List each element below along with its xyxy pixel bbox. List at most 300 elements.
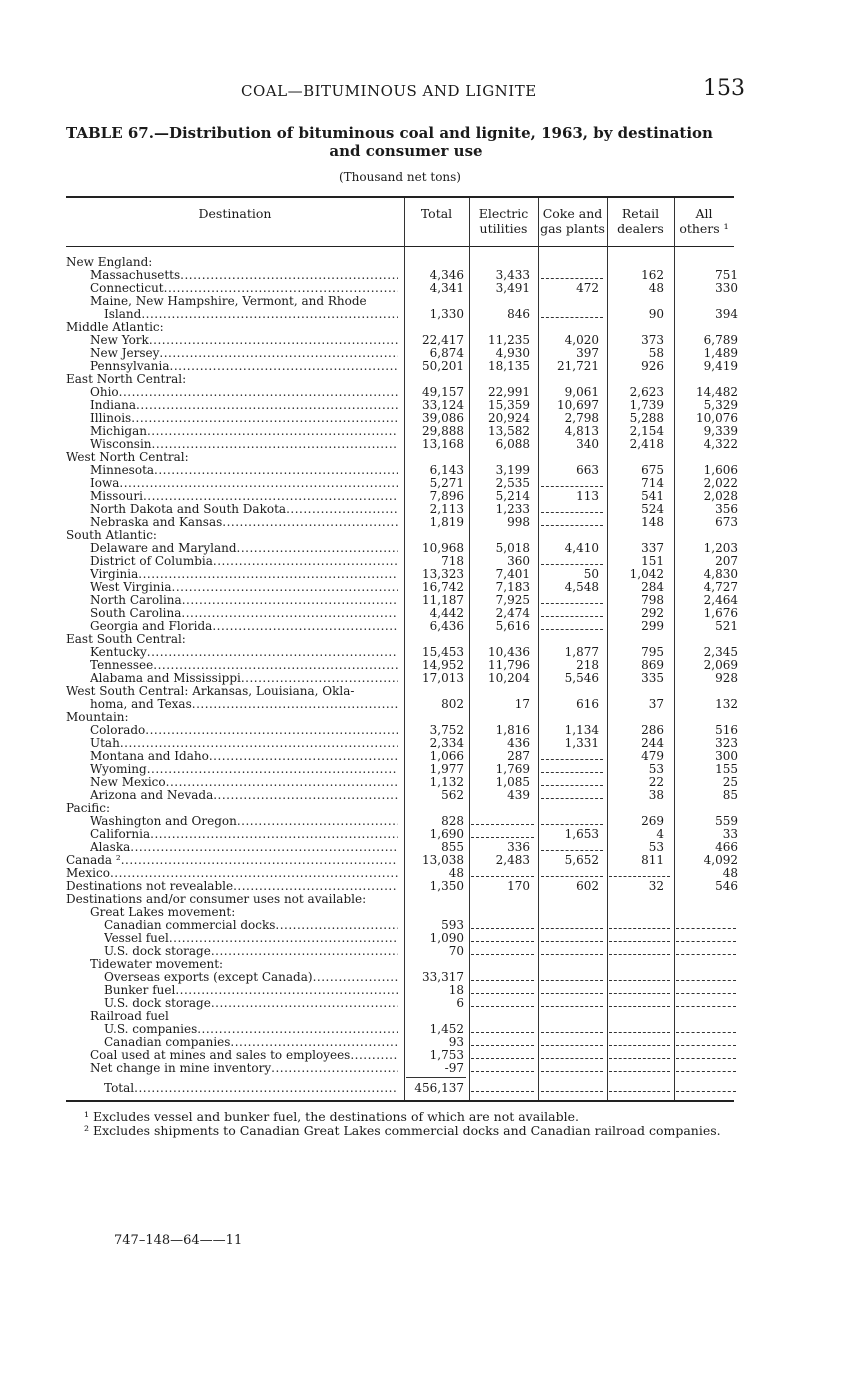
empty-cell-all xyxy=(676,1071,736,1072)
cell-coke: 4,410 xyxy=(564,541,599,555)
row-label-text: North Carolina ..... xyxy=(90,594,398,607)
table-row xyxy=(0,815,848,828)
cell-all: 928 xyxy=(715,671,738,685)
cell-all: 207 xyxy=(715,554,738,568)
row-label xyxy=(90,503,398,516)
cell-coke: 1,134 xyxy=(564,723,599,737)
row-label xyxy=(90,464,398,477)
cell-total: 33,124 xyxy=(422,398,464,412)
row-label xyxy=(66,867,398,880)
cell-retail: 2,154 xyxy=(629,424,664,438)
cell-total: 50,201 xyxy=(422,359,464,373)
cell-retail: 244 xyxy=(641,736,664,750)
cell-all: 6,789 xyxy=(703,333,738,347)
cell-electric: 2,535 xyxy=(495,476,530,490)
cell-total: 6,143 xyxy=(429,463,464,477)
cell-total: 15,453 xyxy=(422,645,464,659)
cell-electric: 10,204 xyxy=(488,671,530,685)
row-label-text: U.S. companies ..... xyxy=(104,1023,398,1036)
cell-all: 1,676 xyxy=(703,606,738,620)
cell-electric: 10,436 xyxy=(488,645,530,659)
cell-total: 1,350 xyxy=(429,879,464,893)
cell-retail: 5,288 xyxy=(629,411,664,425)
cell-total: 16,742 xyxy=(422,580,464,594)
cell-all: 751 xyxy=(715,268,738,282)
row-label xyxy=(66,451,189,464)
row-label xyxy=(90,646,398,659)
cell-coke: 472 xyxy=(576,281,599,295)
cell-electric: 7,925 xyxy=(495,593,530,607)
print-code: 747–148—64——11 xyxy=(114,1233,243,1248)
cell-all: 323 xyxy=(715,736,738,750)
cell-electric: 7,401 xyxy=(495,567,530,581)
empty-cell-retail xyxy=(609,1032,670,1033)
cell-electric: 998 xyxy=(507,515,530,529)
row-label-text: Georgia and Florida ..... xyxy=(90,620,398,633)
table-row xyxy=(0,919,848,932)
row-label-text: Connecticut ..... xyxy=(90,282,398,295)
empty-cell-retail xyxy=(609,941,670,942)
cell-total: 4,442 xyxy=(429,606,464,620)
table-row xyxy=(0,776,848,789)
row-label xyxy=(90,841,398,854)
empty-cell-retail xyxy=(609,954,670,955)
empty-cell-electric xyxy=(471,876,534,877)
row-label-text: Minnesota ..... xyxy=(90,464,398,477)
cell-total: 1,090 xyxy=(429,931,464,945)
row-label-text: Virginia ..... xyxy=(90,568,398,581)
cell-retail: 53 xyxy=(648,840,664,854)
table-row xyxy=(0,906,848,919)
cell-retail: 48 xyxy=(648,281,664,295)
column-header-total: Total xyxy=(420,206,453,221)
cell-total: 456,137 xyxy=(414,1081,464,1095)
row-label-text: Ohio ..... xyxy=(90,386,398,399)
empty-cell-coke xyxy=(541,980,603,981)
row-label xyxy=(90,542,398,555)
row-label-text: homa, and Texas ..... xyxy=(90,698,398,711)
row-label-text: East North Central: xyxy=(66,372,187,386)
cell-total: 13,168 xyxy=(422,437,464,451)
empty-cell-coke xyxy=(541,1091,603,1092)
cell-all: 356 xyxy=(715,502,738,516)
cell-retail: 373 xyxy=(641,333,664,347)
cell-total: 4,341 xyxy=(429,281,464,295)
cell-all: 673 xyxy=(715,515,738,529)
row-label xyxy=(66,802,110,815)
row-label xyxy=(90,737,398,750)
row-label-text: New York ..... xyxy=(90,334,398,347)
cell-all: 559 xyxy=(715,814,738,828)
cell-total: 14,952 xyxy=(422,658,464,672)
empty-cell-coke xyxy=(541,798,603,799)
row-label-text: Great Lakes movement: xyxy=(90,905,236,919)
cell-electric: 15,359 xyxy=(488,398,530,412)
table-row xyxy=(0,971,848,984)
table-title-line1: TABLE 67.—Distribution of bituminous coal and lignite, 1963, by destination xyxy=(66,124,713,142)
cell-retail: 4 xyxy=(656,827,664,841)
cell-electric: 5,616 xyxy=(495,619,530,633)
row-label xyxy=(90,477,398,490)
cell-coke: 5,546 xyxy=(564,671,599,685)
cell-electric: 436 xyxy=(507,736,530,750)
row-label xyxy=(90,1010,169,1023)
row-label-text: West South Central: Arkansas, Louisiana, Okla- xyxy=(66,684,355,698)
cell-total: 802 xyxy=(441,697,464,711)
empty-cell-electric xyxy=(471,954,534,955)
cell-electric: 5,214 xyxy=(495,489,530,503)
cell-total: 1,132 xyxy=(429,775,464,789)
cell-total: 1,977 xyxy=(429,762,464,776)
cell-all: 300 xyxy=(715,749,738,763)
row-label xyxy=(66,373,186,386)
row-label-text: Middle Atlantic: xyxy=(66,320,164,334)
column-header-destination: Destination xyxy=(198,206,272,221)
cell-electric: 439 xyxy=(507,788,530,802)
row-label-text: California ..... xyxy=(90,828,398,841)
row-label xyxy=(66,256,152,269)
row-label-text: New England: xyxy=(66,255,153,269)
cell-all: 4,830 xyxy=(703,567,738,581)
empty-cell-electric xyxy=(471,1032,534,1033)
cell-electric: 2,483 xyxy=(495,853,530,867)
cell-total: 5,271 xyxy=(429,476,464,490)
footnote-2: ² Excludes shipments to Canadian Great Lakes commercial docks and Canadian railroad companies. xyxy=(84,1123,721,1138)
cell-retail: 269 xyxy=(641,814,664,828)
cell-total: 29,888 xyxy=(422,424,464,438)
row-label xyxy=(90,334,398,347)
empty-cell-coke xyxy=(541,616,603,617)
cell-coke: 1,653 xyxy=(564,827,599,841)
table-row xyxy=(0,1023,848,1036)
cell-coke: 4,548 xyxy=(564,580,599,594)
row-label xyxy=(90,425,398,438)
cell-electric: 17 xyxy=(514,697,530,711)
cell-coke: 602 xyxy=(576,879,599,893)
row-label xyxy=(66,685,354,698)
cell-all: 1,203 xyxy=(703,541,738,555)
cell-total: 855 xyxy=(441,840,464,854)
row-label-text: Destinations and/or consumer uses not available: xyxy=(66,892,367,906)
empty-cell-coke xyxy=(541,564,603,565)
table-title-line2: and consumer use xyxy=(329,142,483,160)
row-label xyxy=(90,724,398,737)
row-label xyxy=(90,958,223,971)
row-label-text: West Virginia ..... xyxy=(90,581,398,594)
empty-cell-electric xyxy=(471,1045,534,1046)
table-row xyxy=(0,932,848,945)
cell-all: 10,076 xyxy=(696,411,738,425)
cell-all: 48 xyxy=(722,866,738,880)
table-row xyxy=(0,1062,848,1075)
cell-total: 1,066 xyxy=(429,749,464,763)
row-label-text: Arizona and Nevada ..... xyxy=(90,789,398,802)
row-label xyxy=(104,1036,398,1049)
cell-retail: 284 xyxy=(641,580,664,594)
row-label-text: Mountain: xyxy=(66,710,129,724)
cell-electric: 1,085 xyxy=(495,775,530,789)
cell-all: 1,489 xyxy=(703,346,738,360)
cell-total: 93 xyxy=(448,1035,464,1049)
empty-cell-electric xyxy=(471,1058,534,1059)
row-label xyxy=(104,1082,398,1095)
cell-total: 18 xyxy=(448,983,464,997)
cell-total: 1,753 xyxy=(429,1048,464,1062)
cell-total: 6 xyxy=(456,996,464,1010)
cell-coke: 1,877 xyxy=(564,645,599,659)
cell-total: 6,874 xyxy=(429,346,464,360)
empty-cell-all xyxy=(676,1091,736,1092)
cell-coke: 113 xyxy=(576,489,599,503)
empty-cell-coke xyxy=(541,1006,603,1007)
row-label-text: Colorado ..... xyxy=(90,724,398,737)
cell-electric: 5,018 xyxy=(495,541,530,555)
row-label xyxy=(90,386,398,399)
empty-cell-electric xyxy=(471,824,534,825)
cell-total: 39,086 xyxy=(422,411,464,425)
row-label xyxy=(66,529,157,542)
row-label-text: Railroad fuel xyxy=(90,1009,169,1023)
cell-retail: 675 xyxy=(641,463,664,477)
empty-cell-coke xyxy=(541,525,603,526)
column-header-coke: Coke and gas plants xyxy=(540,206,605,236)
row-label-text: Canada ² ..... xyxy=(66,854,398,867)
cell-electric: 18,135 xyxy=(488,359,530,373)
row-label-text: Missouri ..... xyxy=(90,490,398,503)
row-label-text: Iowa ..... xyxy=(90,477,398,490)
cell-coke: 4,020 xyxy=(564,333,599,347)
row-label-text: North Dakota and South Dakota ..... xyxy=(90,503,398,516)
empty-cell-retail xyxy=(609,1006,670,1007)
cell-retail: 795 xyxy=(641,645,664,659)
cell-coke: 663 xyxy=(576,463,599,477)
cell-all: 5,329 xyxy=(703,398,738,412)
cell-retail: 1,042 xyxy=(629,567,664,581)
cell-total: 17,013 xyxy=(422,671,464,685)
empty-cell-retail xyxy=(609,1058,670,1059)
cell-all: 394 xyxy=(715,307,738,321)
row-label-text: Canadian companies ..... xyxy=(104,1036,398,1049)
empty-cell-coke xyxy=(541,876,603,877)
cell-all: 25 xyxy=(722,775,738,789)
cell-coke: 4,813 xyxy=(564,424,599,438)
row-label xyxy=(104,1023,398,1036)
empty-cell-all xyxy=(676,980,736,981)
empty-cell-coke xyxy=(541,317,603,318)
cell-total: 49,157 xyxy=(422,385,464,399)
row-label xyxy=(104,984,398,997)
table-row xyxy=(0,763,848,776)
empty-cell-coke xyxy=(541,993,603,994)
cell-total: 2,113 xyxy=(429,502,464,516)
cell-total: 70 xyxy=(448,944,464,958)
row-label-text: Nebraska and Kansas ..... xyxy=(90,516,398,529)
row-label-text: U.S. dock storage ..... xyxy=(104,997,398,1010)
cell-coke: 10,697 xyxy=(557,398,599,412)
cell-all: 14,482 xyxy=(696,385,738,399)
row-label-text: Vessel fuel ..... xyxy=(104,932,398,945)
cell-all: 2,022 xyxy=(703,476,738,490)
row-label-text: Total ..... xyxy=(104,1082,398,1095)
cell-coke: 5,652 xyxy=(564,853,599,867)
cell-total: 11,187 xyxy=(422,593,464,607)
empty-cell-coke xyxy=(541,759,603,760)
cell-total: 3,752 xyxy=(429,723,464,737)
row-label xyxy=(104,971,398,984)
row-label-text: Pennsylvania ..... xyxy=(90,360,398,373)
cell-retail: 53 xyxy=(648,762,664,776)
cell-retail: 541 xyxy=(641,489,664,503)
row-label-text: New Mexico ..... xyxy=(90,776,398,789)
table-row xyxy=(0,789,848,802)
row-label-text: Net change in mine inventory ..... xyxy=(90,1062,398,1075)
table-row xyxy=(0,1049,848,1062)
table-title xyxy=(66,124,746,160)
cell-total: 4,346 xyxy=(429,268,464,282)
row-label xyxy=(66,321,164,334)
cell-all: 521 xyxy=(715,619,738,633)
empty-cell-coke xyxy=(541,486,603,487)
cell-retail: 22 xyxy=(648,775,664,789)
cell-electric: 1,769 xyxy=(495,762,530,776)
empty-cell-electric xyxy=(471,837,534,838)
cell-all: 132 xyxy=(715,697,738,711)
cell-all: 9,339 xyxy=(703,424,738,438)
table-row xyxy=(0,1036,848,1049)
empty-cell-coke xyxy=(541,850,603,851)
cell-all: 1,606 xyxy=(703,463,738,477)
empty-cell-coke xyxy=(541,941,603,942)
empty-cell-coke xyxy=(541,1045,603,1046)
empty-cell-electric xyxy=(471,1091,534,1092)
cell-retail: 479 xyxy=(641,749,664,763)
row-label-text: Overseas exports (except Canada) ..... xyxy=(104,971,398,984)
row-label xyxy=(90,568,398,581)
cell-retail: 1,739 xyxy=(629,398,664,412)
cell-all: 4,322 xyxy=(703,437,738,451)
cell-electric: 4,930 xyxy=(495,346,530,360)
row-label-text: Alaska ..... xyxy=(90,841,398,854)
cell-electric: 11,796 xyxy=(488,658,530,672)
cell-total: 1,330 xyxy=(429,307,464,321)
empty-cell-coke xyxy=(541,629,603,630)
row-label xyxy=(90,776,398,789)
row-label-text: Montana and Idaho ..... xyxy=(90,750,398,763)
cell-all: 9,419 xyxy=(703,359,738,373)
row-label xyxy=(90,1062,398,1075)
cell-all: 516 xyxy=(715,723,738,737)
cell-coke: 2,798 xyxy=(564,411,599,425)
cell-retail: 337 xyxy=(641,541,664,555)
cell-retail: 299 xyxy=(641,619,664,633)
cell-electric: 3,199 xyxy=(495,463,530,477)
cell-total: 718 xyxy=(441,554,464,568)
cell-total: 13,323 xyxy=(422,567,464,581)
row-label-text: Indiana ..... xyxy=(90,399,398,412)
cell-total: 13,038 xyxy=(422,853,464,867)
empty-cell-retail xyxy=(609,1091,670,1092)
cell-electric: 3,433 xyxy=(495,268,530,282)
cell-all: 2,028 xyxy=(703,489,738,503)
cell-retail: 926 xyxy=(641,359,664,373)
row-label-text: Massachusetts ..... xyxy=(90,269,398,282)
row-label xyxy=(90,1049,398,1062)
table-row xyxy=(0,854,848,867)
cell-electric: 170 xyxy=(507,879,530,893)
row-label-text: South Atlantic: xyxy=(66,528,157,542)
empty-cell-coke xyxy=(541,824,603,825)
row-label xyxy=(90,698,398,711)
cell-all: 33 xyxy=(722,827,738,841)
cell-electric: 6,088 xyxy=(495,437,530,451)
row-label xyxy=(90,607,398,620)
empty-cell-all xyxy=(676,1006,736,1007)
row-label-text: Tidewater movement: xyxy=(90,957,224,971)
table-row xyxy=(0,1010,848,1023)
cell-coke: 218 xyxy=(576,658,599,672)
empty-cell-electric xyxy=(471,980,534,981)
row-label-text: Alabama and Mississippi ..... xyxy=(90,672,398,685)
cell-all: 2,069 xyxy=(703,658,738,672)
empty-cell-all xyxy=(676,1045,736,1046)
footnote-1: ¹ Excludes vessel and bunker fuel, the destinations of which are not available. xyxy=(84,1109,579,1124)
row-label-text: Destinations not revealable ..... xyxy=(66,880,398,893)
row-label xyxy=(66,711,129,724)
table-row xyxy=(0,1082,848,1095)
cell-coke: 616 xyxy=(576,697,599,711)
row-label xyxy=(66,633,186,646)
cell-all: 466 xyxy=(715,840,738,854)
row-label xyxy=(90,269,398,282)
cell-total: 10,968 xyxy=(422,541,464,555)
row-label xyxy=(90,295,367,308)
cell-retail: 32 xyxy=(648,879,664,893)
cell-total: 1,452 xyxy=(429,1022,464,1036)
row-label xyxy=(90,412,398,425)
cell-total: 1,819 xyxy=(429,515,464,529)
cell-total: 7,896 xyxy=(429,489,464,503)
row-label-text: Coal used at mines and sales to employees ..... xyxy=(90,1049,398,1062)
row-label xyxy=(90,399,398,412)
cell-electric: 336 xyxy=(507,840,530,854)
cell-electric: 3,491 xyxy=(495,281,530,295)
cell-total: 1,690 xyxy=(429,827,464,841)
row-label-text: Bunker fuel ..... xyxy=(104,984,398,997)
empty-cell-retail xyxy=(609,1045,670,1046)
cell-coke: 340 xyxy=(576,437,599,451)
row-label-text: Canadian commercial docks ..... xyxy=(104,919,398,932)
empty-cell-all xyxy=(676,1058,736,1059)
empty-cell-coke xyxy=(541,928,603,929)
row-label xyxy=(104,932,398,945)
cell-coke: 9,061 xyxy=(564,385,599,399)
cell-total: 828 xyxy=(441,814,464,828)
table-row xyxy=(0,984,848,997)
empty-cell-coke xyxy=(541,278,603,279)
empty-cell-coke xyxy=(541,785,603,786)
cell-total: 48 xyxy=(448,866,464,880)
empty-cell-retail xyxy=(609,928,670,929)
row-label-text: Island ..... xyxy=(104,308,398,321)
empty-cell-all xyxy=(676,928,736,929)
row-label xyxy=(90,659,398,672)
row-label-text: Illinois ..... xyxy=(90,412,398,425)
cell-electric: 1,233 xyxy=(495,502,530,516)
page-number: 153 xyxy=(703,76,745,101)
row-label-text: Delaware and Maryland ..... xyxy=(90,542,398,555)
row-label-text: East South Central: xyxy=(66,632,186,646)
cell-total: -97 xyxy=(444,1061,464,1075)
